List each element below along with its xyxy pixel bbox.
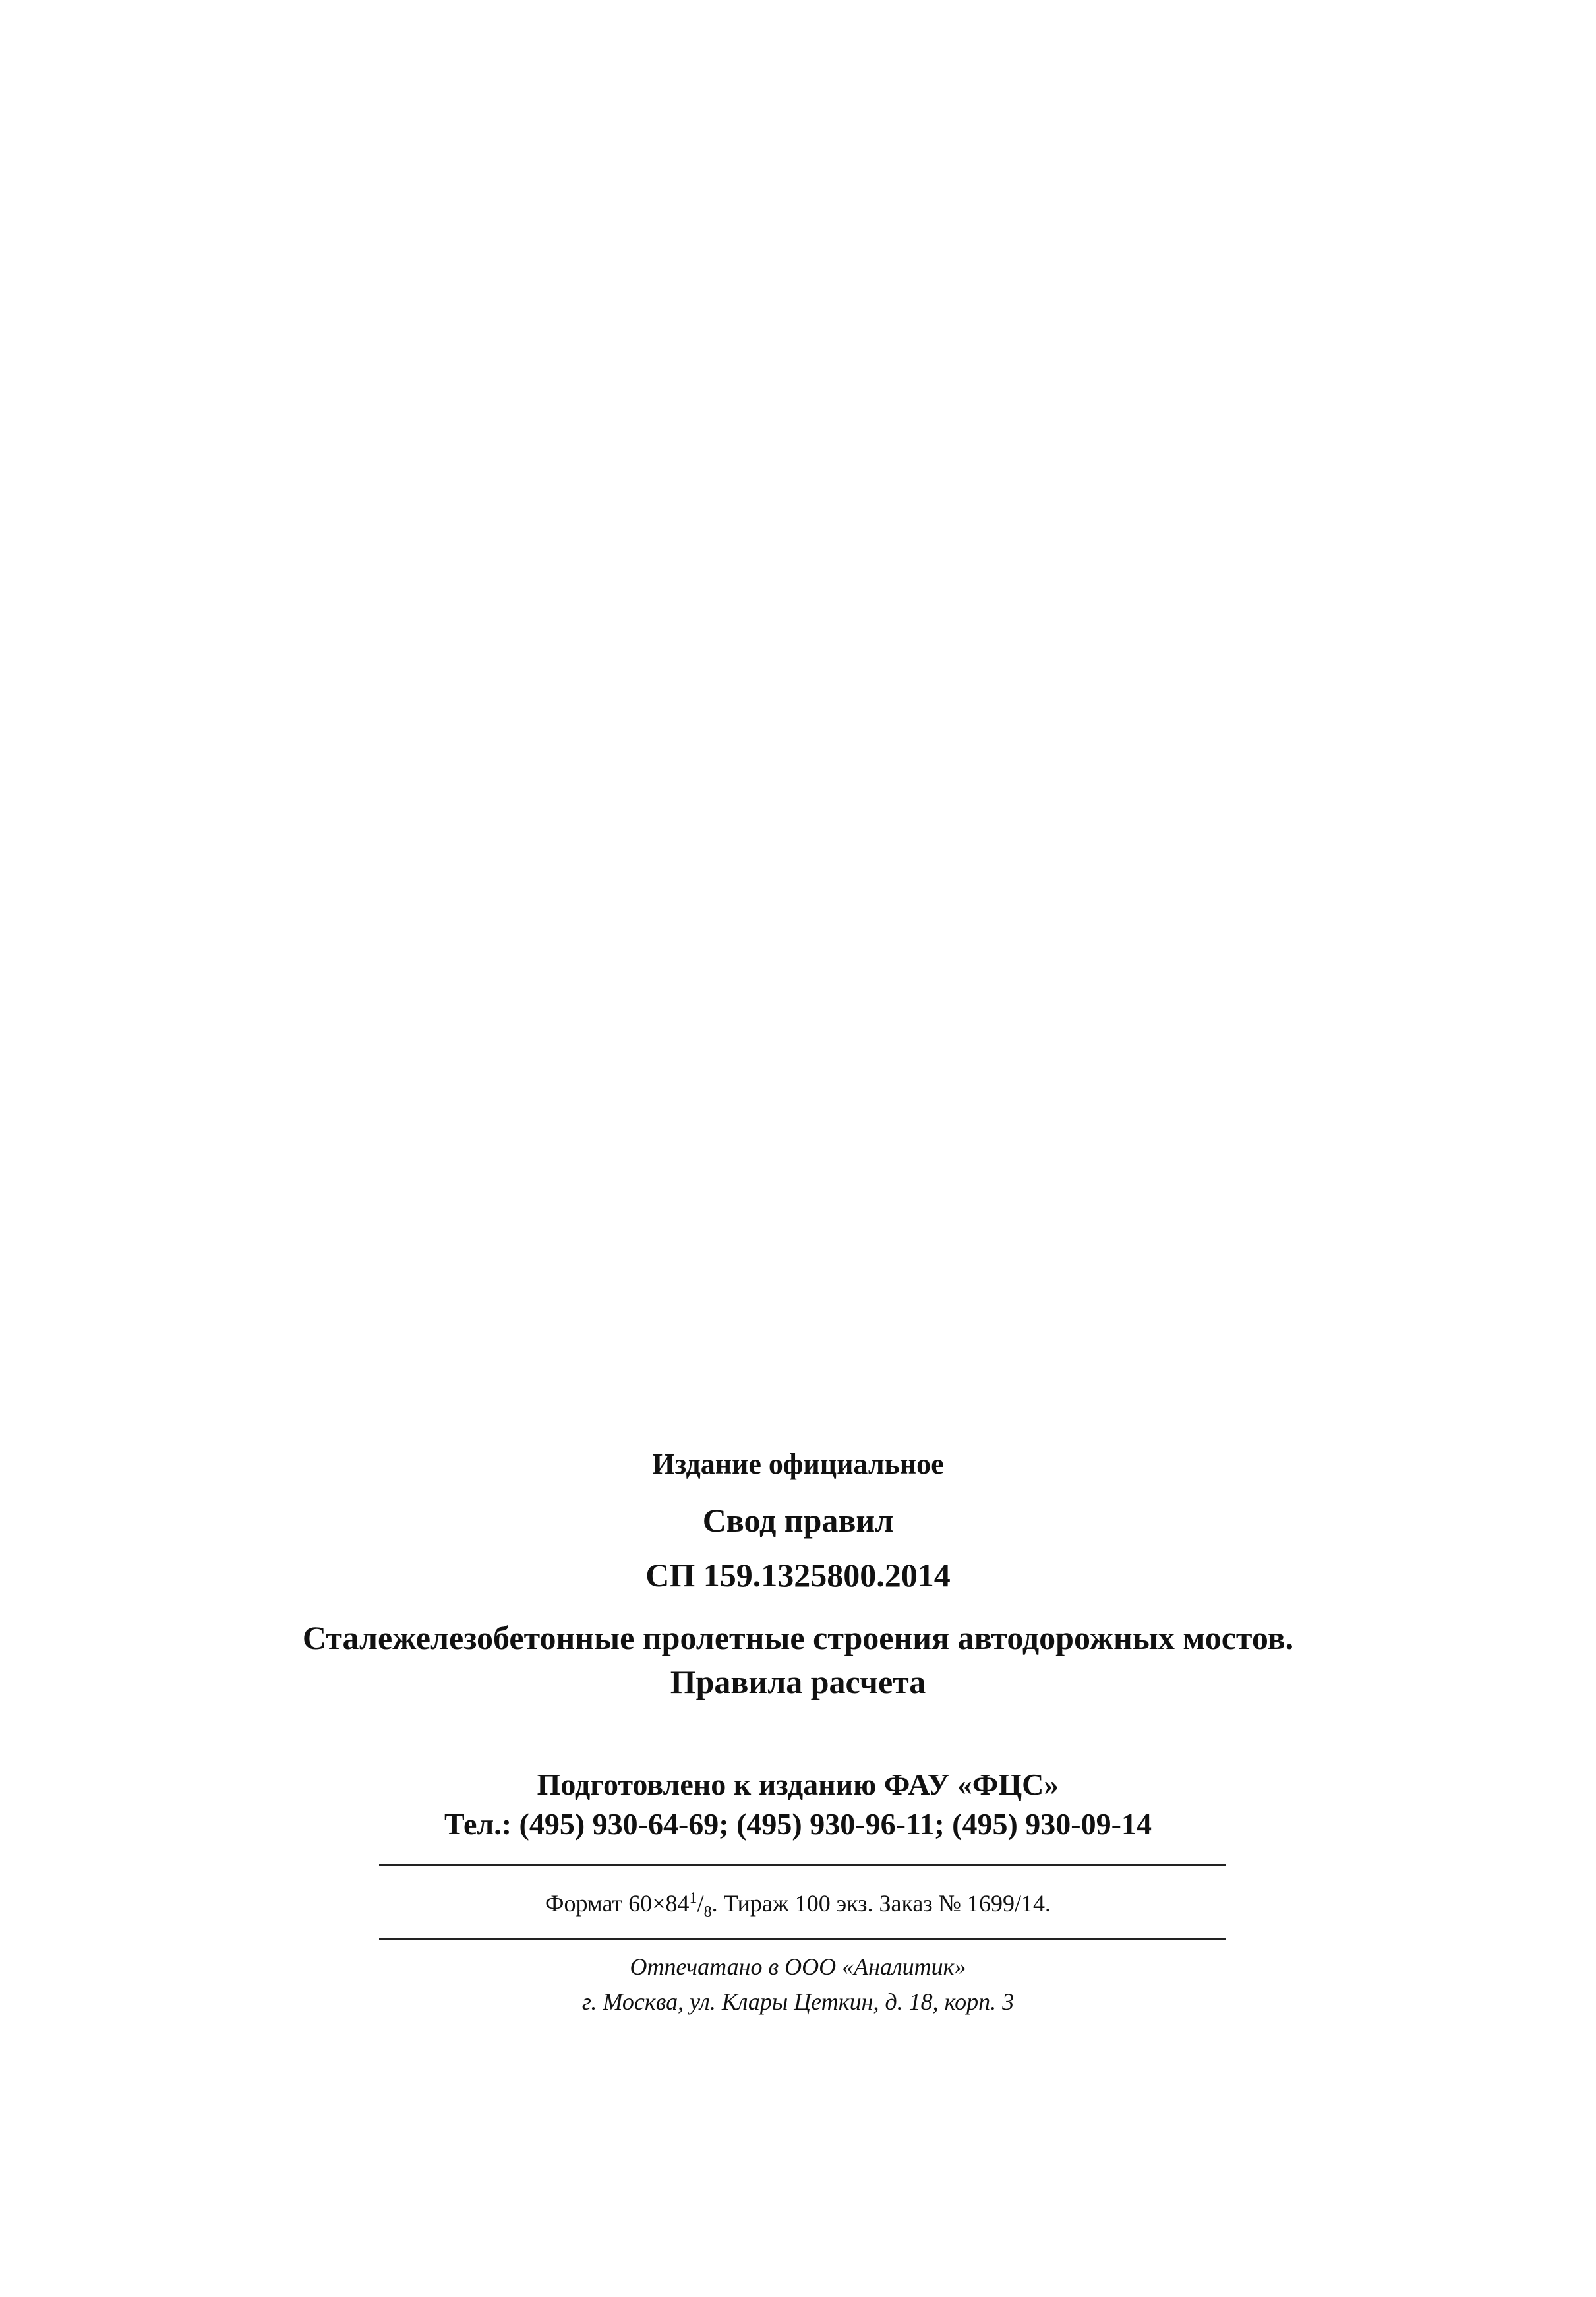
print-format-line [0,1890,1596,1921]
edition-label: Издание официальное [652,1448,944,1480]
prepared-by: Подготовлено к изданию ФАУ «ФЦС» [537,1768,1059,1801]
divider-bottom [379,1938,1226,1940]
format-suffix: . Тираж 100 экз. Заказ № 1699/14. [711,1890,1051,1917]
printer-address: г. Москва, ул. Клары Цеткин, д. 18, корп. 3 [581,1988,1015,2015]
format-numerator: 1 [689,1890,697,1907]
format-prefix: Формат 60×84 [545,1890,690,1917]
printed-by: Отпечатано в ООО «Аналитик» [630,1954,966,1980]
format-slash: / [697,1890,704,1917]
phone-numbers: Тел.: (495) 930-64-69; (495) 930-96-11; (495) 930-09-14 [444,1807,1152,1841]
document-type: Свод правил [702,1502,894,1539]
document-code: СП 159.1325800.2014 [645,1557,951,1594]
document-title-line-2: Правила расчета [670,1663,926,1700]
document-title-line-1: Сталежелезобетонные пролетные строения автодорожных мостов. [302,1619,1294,1656]
divider-top [379,1864,1226,1866]
format-denominator: 8 [703,1903,712,1921]
